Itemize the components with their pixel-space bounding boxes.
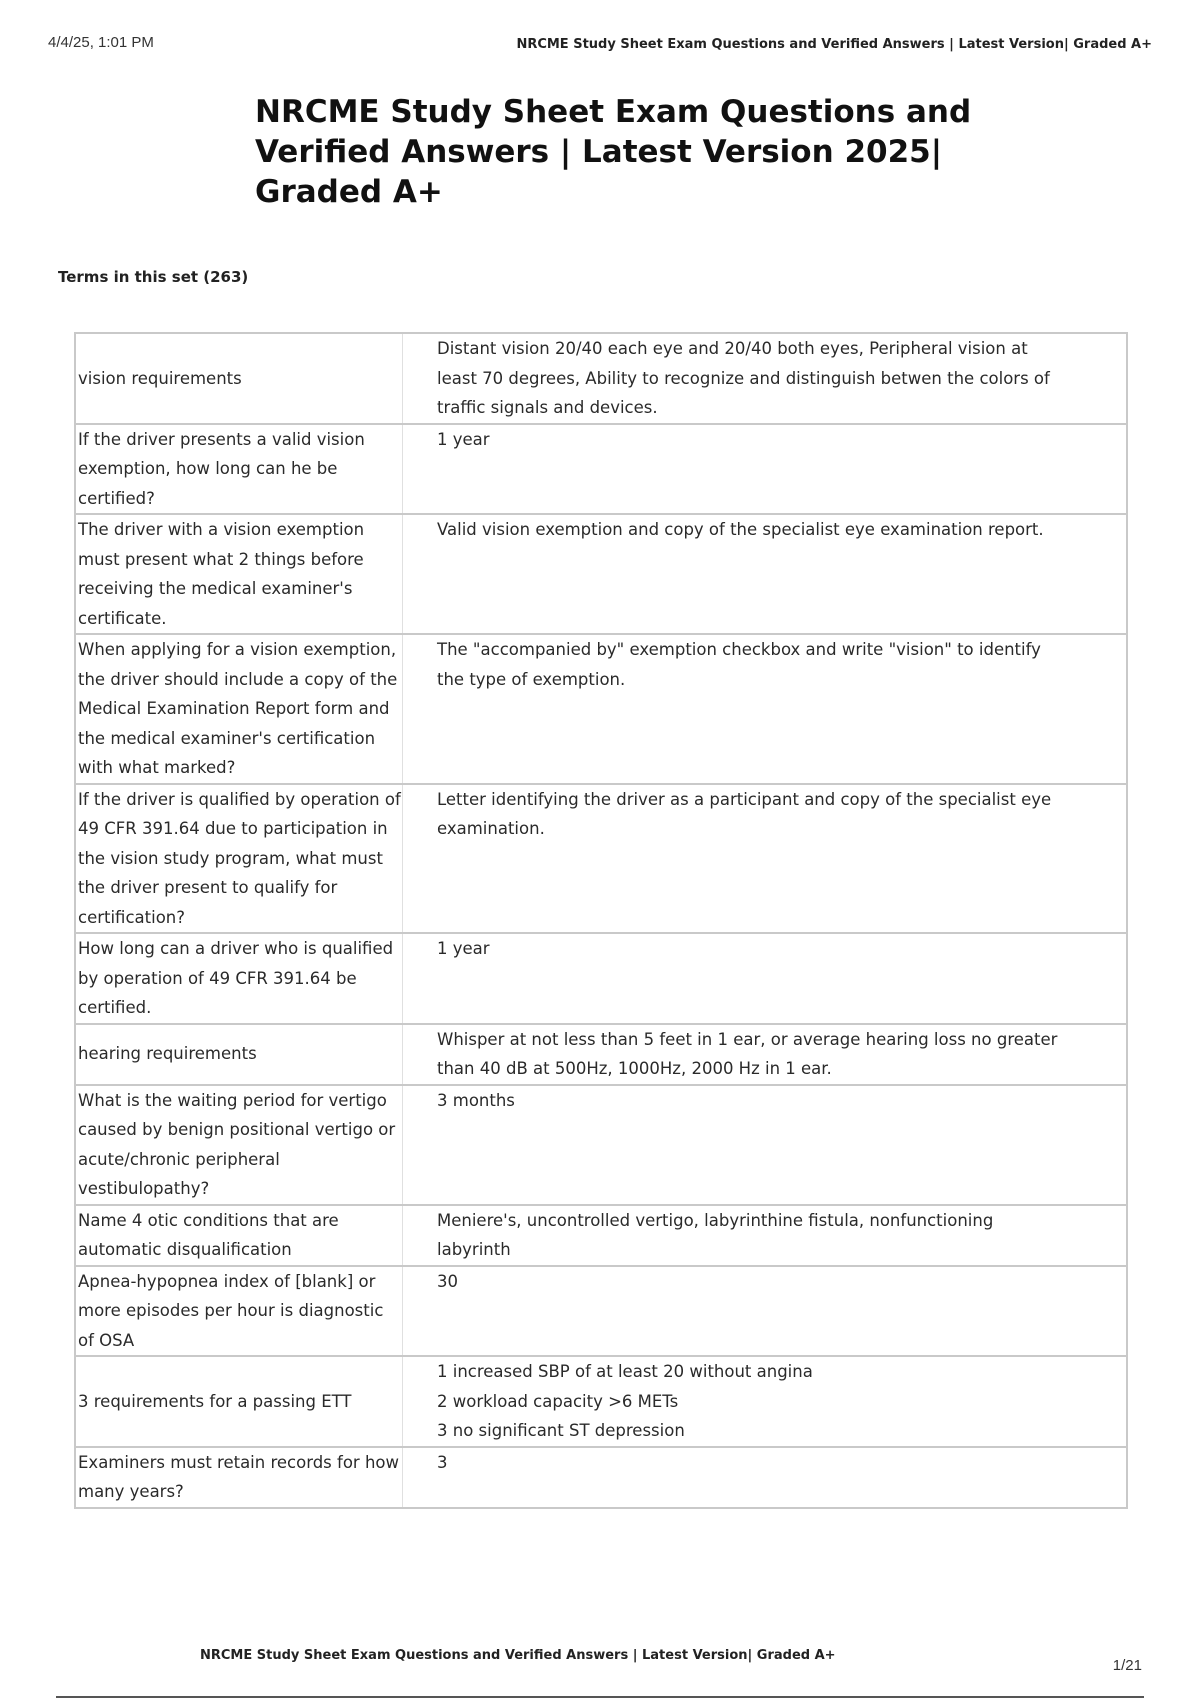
answer-line: The "accompanied by" exemption checkbox and write "vision" to identify the type of exemption. bbox=[437, 640, 1041, 689]
term-question: What is the waiting period for vertigo caused by benign positional vertigo or acute/chronic peripheral vestibulopathy? bbox=[75, 1085, 403, 1205]
term-row bbox=[75, 424, 1127, 515]
answer-line: 1 year bbox=[437, 429, 490, 449]
term-question: 3 requirements for a passing ETT bbox=[75, 1356, 403, 1447]
term-answer bbox=[403, 784, 1128, 934]
terms-count-label: Terms in this set (263) bbox=[58, 268, 249, 286]
term-answer bbox=[403, 1447, 1128, 1508]
answer-line: Whisper at not less than 5 feet in 1 ear, or average hearing loss no greater than 40 dB at 500Hz, 1000Hz, 2000 Hz in 1 ear. bbox=[437, 1029, 1058, 1078]
document-title: NRCME Study Sheet Exam Questions and Verified Answers | Latest Version 2025| Graded A+ bbox=[255, 94, 972, 210]
term-row bbox=[75, 1085, 1127, 1205]
term-row bbox=[75, 1205, 1127, 1266]
term-question: When applying for a vision exemption, the driver should include a copy of the Medical Examination Report form and the medical examiner's certification with what marked? bbox=[75, 634, 403, 784]
term-question: hearing requirements bbox=[75, 1024, 403, 1085]
answer-line: Valid vision exemption and copy of the specialist eye examination report. bbox=[437, 520, 1044, 539]
term-answer bbox=[403, 1356, 1128, 1447]
answer-line: Meniere's, uncontrolled vertigo, labyrinthine fistula, nonfunctioning labyrinth bbox=[437, 1210, 994, 1259]
term-row bbox=[75, 784, 1127, 934]
term-answer bbox=[403, 1024, 1128, 1085]
footer-title: NRCME Study Sheet Exam Questions and Verified Answers | Latest Version| Graded A+ bbox=[200, 1648, 836, 1663]
term-answer bbox=[403, 634, 1128, 784]
term-row bbox=[75, 1266, 1127, 1357]
answer-line: 2 workload capacity >6 METs bbox=[437, 1391, 679, 1411]
term-question: Apnea-hypopnea index of [blank] or more episodes per hour is diagnostic of OSA bbox=[75, 1266, 403, 1357]
term-row bbox=[75, 333, 1127, 424]
answer-line: 30 bbox=[437, 1271, 458, 1291]
term-answer bbox=[403, 424, 1128, 515]
footer-divider bbox=[56, 1696, 1144, 1698]
term-question: vision requirements bbox=[75, 333, 403, 424]
term-answer bbox=[403, 933, 1128, 1024]
answer-line: 3 no significant ST depression bbox=[437, 1421, 685, 1440]
term-question: If the driver presents a valid vision exemption, how long can he be certified? bbox=[75, 424, 403, 515]
answer-line: 1 year bbox=[437, 939, 490, 958]
page-number: 1/21 bbox=[1112, 1657, 1142, 1674]
answer-line: Letter identifying the driver as a participant and copy of the specialist eye examination. bbox=[437, 789, 1052, 838]
term-question: Examiners must retain records for how many years? bbox=[75, 1447, 403, 1508]
term-question: If the driver is qualified by operation of 49 CFR 391.64 due to participation in the vision study program, what must the driver present to qualify for certification? bbox=[75, 784, 403, 934]
term-question: The driver with a vision exemption must present what 2 things before receiving the medical examiner's certificate. bbox=[75, 514, 403, 634]
term-question: How long can a driver who is qualified by operation of 49 CFR 391.64 be certified. bbox=[75, 933, 403, 1024]
term-answer bbox=[403, 1085, 1128, 1205]
term-question: Name 4 otic conditions that are automatic disqualification bbox=[75, 1205, 403, 1266]
term-answer bbox=[403, 1266, 1128, 1357]
term-answer bbox=[403, 514, 1128, 634]
term-row bbox=[75, 1356, 1127, 1447]
term-row bbox=[75, 933, 1127, 1024]
term-row bbox=[75, 1024, 1127, 1085]
term-row bbox=[75, 1447, 1127, 1508]
term-row bbox=[75, 634, 1127, 784]
terms-table bbox=[74, 332, 1128, 1509]
term-answer bbox=[403, 333, 1128, 424]
print-datetime: 4/4/25, 1:01 PM bbox=[48, 34, 154, 51]
answer-line: 1 increased SBP of at least 20 without angina bbox=[437, 1362, 813, 1381]
running-header-title: NRCME Study Sheet Exam Questions and Verified Answers | Latest Version| Graded A+ bbox=[516, 37, 1152, 52]
term-answer bbox=[403, 1205, 1128, 1266]
answer-line: Distant vision 20/40 each eye and 20/40 both eyes, Peripheral vision at least 70 degrees, Ability to recognize and distinguish betwen the colors of traffic signals and devices. bbox=[437, 339, 1050, 417]
term-row bbox=[75, 514, 1127, 634]
answer-line: 3 months bbox=[437, 1090, 515, 1110]
answer-line: 3 bbox=[437, 1452, 448, 1472]
